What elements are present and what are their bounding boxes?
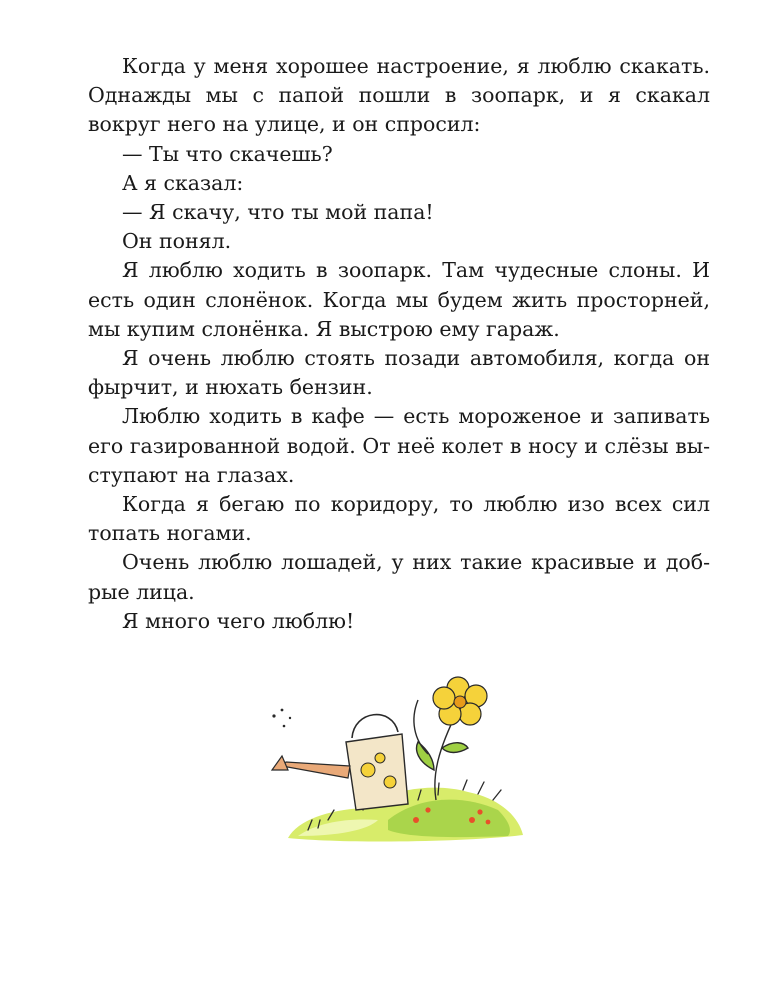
flower (433, 677, 487, 725)
paragraph: — Ты что скачешь? (122, 141, 333, 166)
paragraph: Когда у меня хорошее настроение, я люблю скакать. Однажды мы с папой пошли в зоопарк, и я скакал вокруг него на улице, и он спросил: (88, 54, 710, 137)
paragraph: — Я скачу, что ты мой папа! (122, 200, 434, 225)
paragraph: Я очень люблю стоять позади автомобиля, когда он фырчит, и нюхать бензин. (88, 346, 710, 400)
paragraph: Люблю ходить в кафе — есть мороженое и запивать его газированной водой. От неё колет в носу и слёзы вы-ступают на глазах. (88, 404, 710, 487)
water-drops (272, 709, 291, 728)
paragraph: Когда я бегаю по коридору, то люблю изо всех сил топать ногами. (88, 492, 710, 546)
paragraph: А я сказал: (122, 170, 244, 195)
paragraph: Я много чего люблю! (122, 608, 355, 633)
paragraph: Я люблю ходить в зоопарк. Там чудесные слоны. И есть один слонёнок. Когда мы будем жить просторней, мы купим слонёнка. Я выстрою ему гараж. (88, 258, 710, 341)
paragraph: Очень люблю лошадей, у них такие красивые и доб-рые лица. (88, 550, 710, 604)
story-text (88, 52, 710, 636)
paragraph: Он понял. (122, 229, 232, 254)
watering-can (272, 715, 408, 810)
watering-can-flower-icon (268, 670, 528, 850)
